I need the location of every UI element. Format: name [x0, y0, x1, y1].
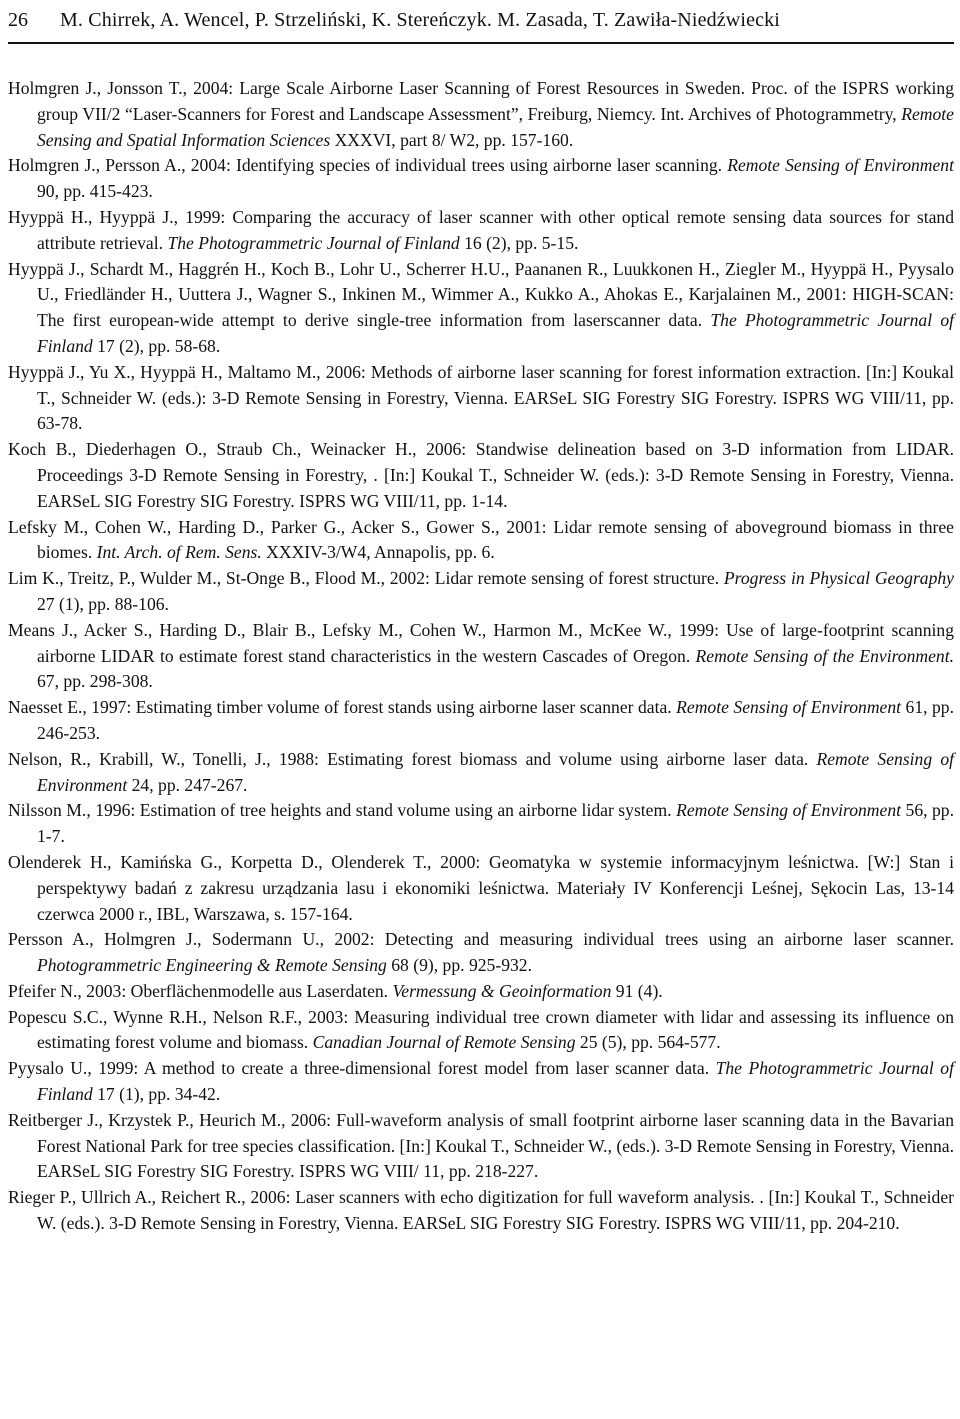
reference-title-italic: Remote Sensing of Environment	[676, 697, 902, 718]
reference-entry	[8, 1056, 954, 1108]
reference-entry	[8, 618, 954, 695]
reference-title-italic: Remote Sensing of Environment	[676, 800, 902, 821]
reference-text: XXXIV-3/W4, Annapolis, pp. 6.	[261, 542, 495, 563]
reference-text: Rieger P., Ullrich A., Reichert R., 2006: Laser scanners with echo digitization for full waveform analysis. . [In:] Koukal T., Schneider W. (eds.). 3-D Remote Sensing in Forestry, Vienna. EARSeL SIG Forestry SIG Forestry. ISPRS WG VIII/11, pp. 204-210.	[8, 1187, 954, 1234]
reference-text: XXXVI, part 8/ W2, pp. 157-160.	[330, 129, 574, 150]
reference-text: Hyyppä J., Schardt M., Haggrén H., Koch B., Lohr U., Scherrer H.U., Paananen R., Luukkonen H., Ziegler M., Hyyppä H., Pyysalo U., Friedländer H., Uuttera J., Wagner S., Inkinen M., Wimmer A., Kukko A., Ahokas E., Karjalainen M., 2001: HIGH-SCAN: The first european-wide attempt to derive single-tree information from laserscanner data.	[8, 258, 954, 331]
reference-text: Lim K., Treitz, P., Wulder M., St-Onge B., Flood M., 2002: Lidar remote sensing of forest structure.	[8, 568, 724, 589]
reference-entry	[8, 1005, 954, 1057]
reference-entry	[8, 515, 954, 567]
reference-title-italic: Progress in Physical Geography	[723, 568, 954, 589]
reference-title-italic: Remote Sensing of the Environment.	[695, 645, 954, 666]
reference-title-italic: The Photogrammetric Journal of Finland	[37, 310, 955, 356]
reference-text: Pfeifer N., 2003: Oberflächenmodelle aus Laserdaten.	[8, 980, 393, 1001]
page-number: 26	[8, 9, 28, 31]
reference-text: 27 (1), pp. 88-106.	[37, 593, 169, 614]
reference-title-italic: Remote Sensing of Environment	[37, 748, 955, 795]
reference-text: Lefsky M., Cohen W., Harding D., Parker G., Acker S., Gower S., 2001: Lidar remote sensing of aboveground biomass in three biomes.	[8, 516, 954, 563]
reference-entry	[8, 153, 954, 205]
reference-entry	[8, 747, 954, 799]
reference-entry	[8, 1185, 954, 1237]
reference-list	[8, 76, 954, 1237]
reference-text: Naesset E., 1997: Estimating timber volume of forest stands using airborne laser scanner data.	[8, 697, 677, 718]
reference-text: Persson A., Holmgren J., Sodermann U., 2002: Detecting and measuring individual trees using an airborne laser scanner.	[8, 929, 954, 950]
reference-text: 16 (2), pp. 5-15.	[459, 232, 579, 253]
reference-text: 61, pp. 246-253.	[37, 697, 955, 743]
reference-text: 25 (5), pp. 564-577.	[575, 1032, 721, 1053]
reference-text: Means J., Acker S., Harding D., Blair B., Lefsky M., Cohen W., Harmon M., McKee W., 1999: Use of large-footprint scanning airborne LIDAR to estimate forest stand characteristics in the western Cascades of Oregon.	[8, 619, 954, 666]
reference-text: 67, pp. 298-308.	[37, 671, 153, 692]
reference-entry	[8, 566, 954, 618]
reference-title-italic: Photogrammetric Engineering & Remote Sensing	[37, 955, 387, 976]
reference-entry	[8, 360, 954, 437]
reference-title-italic: Vermessung & Geoinformation	[392, 980, 612, 1001]
reference-entry	[8, 798, 954, 850]
reference-title-italic: The Photogrammetric Journal of Finland	[167, 232, 460, 253]
reference-text: Pyysalo U., 1999: A method to create a three-dimensional forest model from laser scanner data.	[8, 1058, 716, 1079]
reference-entry	[8, 257, 954, 360]
reference-entry	[8, 205, 954, 257]
reference-text: 56, pp. 1-7.	[37, 800, 955, 847]
reference-entry	[8, 927, 954, 979]
reference-title-italic: The Photogrammetric Journal of Finland	[37, 1058, 954, 1105]
reference-title-italic: Remote Sensing and Spatial Information Sciences	[37, 103, 954, 150]
reference-text: Olenderek H., Kamińska G., Korpetta D., Olenderek T., 2000: Geomatyka w systemie informacyjnym leśnictwa. [W:] Stan i perspektywy badań z zakresu urządzania lasu i ekonomiki leśnictwa. Materiały IV Konferencji Leśnej, Sękocin Las, 13-14 czerwca 2000 r., IBL, Warszawa, s. 157-164.	[8, 851, 954, 924]
reference-text: 24, pp. 247-267.	[127, 774, 248, 795]
reference-text: 17 (2), pp. 58-68.	[92, 335, 221, 356]
reference-entry	[8, 1108, 954, 1185]
reference-entry	[8, 695, 954, 747]
reference-title-italic: Canadian Journal of Remote Sensing	[312, 1032, 576, 1053]
reference-text: Holmgren J., Jonsson T., 2004: Large Scale Airborne Laser Scanning of Forest Resources in Sweden. Proc. of the ISPRS working group VII/2 “Laser-Scanners for Forest and Landscape Assessment”, Freiburg, Niemcy. Int. Archives of Photogrammetry,	[8, 78, 954, 124]
reference-title-italic: Int. Arch. of Rem. Sens.	[96, 542, 262, 563]
reference-text: Popescu S.C., Wynne R.H., Nelson R.F., 2003: Measuring individual tree crown diameter with lidar and assessing its influence on estimating forest volume and biomass.	[8, 1006, 954, 1053]
reference-text: Koch B., Diederhagen O., Straub Ch., Weinacker H., 2006: Standwise delineation based on 3-D information from LIDAR. Proceedings 3-D Remote Sensing in Forestry, . [In:] Koukal T., Schneider W. (eds.): 3-D Remote Sensing in Forestry, Vienna. EARSeL SIG Forestry SIG Forestry. ISPRS WG VIII/11, pp. 1-14.	[8, 439, 954, 511]
reference-text: 90, pp. 415-423.	[37, 181, 153, 202]
header-rule	[8, 42, 954, 44]
header-authors: M. Chirrek, A. Wencel, P. Strzeliński, K. Stereńczyk. M. Zasada, T. Zawiła-Niedźwiecki	[60, 9, 780, 31]
reference-text: Hyyppä J., Yu X., Hyyppä H., Maltamo M., 2006: Methods of airborne laser scanning for forest information extraction. [In:] Koukal T., Schneider W. (eds.): 3-D Remote Sensing in Forestry, Vienna. EARSeL SIG Forestry SIG Forestry. ISPRS WG VIII/11, pp. 63-78.	[8, 361, 954, 434]
reference-text: Hyyppä H., Hyyppä J., 1999: Comparing the accuracy of laser scanner with other optical remote sensing data sources for stand attribute retrieval.	[8, 206, 954, 253]
reference-title-italic: Remote Sensing of Environment	[727, 155, 954, 176]
reference-text: 17 (1), pp. 34-42.	[92, 1084, 221, 1105]
reference-text: Reitberger J., Krzystek P., Heurich M., 2006: Full-waveform analysis of small footprint airborne laser scanning data in the Bavarian Forest National Park for tree species classification. [In:] Koukal T., Schneider W., (eds.). 3-D Remote Sensing in Forestry, Vienna. EARSeL SIG Forestry SIG Forestry. ISPRS WG VIII/ 11, pp. 218-227.	[8, 1109, 954, 1182]
reference-text: Nelson, R., Krabill, W., Tonelli, J., 1988: Estimating forest biomass and volume using airborne laser data.	[8, 748, 817, 769]
reference-entry	[8, 979, 954, 1005]
running-header	[8, 0, 954, 42]
reference-text: 91 (4).	[611, 980, 663, 1001]
reference-entry	[8, 437, 954, 514]
reference-entry	[8, 850, 954, 927]
reference-text: Holmgren J., Persson A., 2004: Identifying species of individual trees using airborne laser scanning.	[8, 155, 728, 176]
reference-text: Nilsson M., 1996: Estimation of tree heights and stand volume using an airborne lidar system.	[8, 800, 677, 821]
reference-entry	[8, 76, 954, 153]
reference-text: 68 (9), pp. 925-932.	[386, 955, 532, 976]
